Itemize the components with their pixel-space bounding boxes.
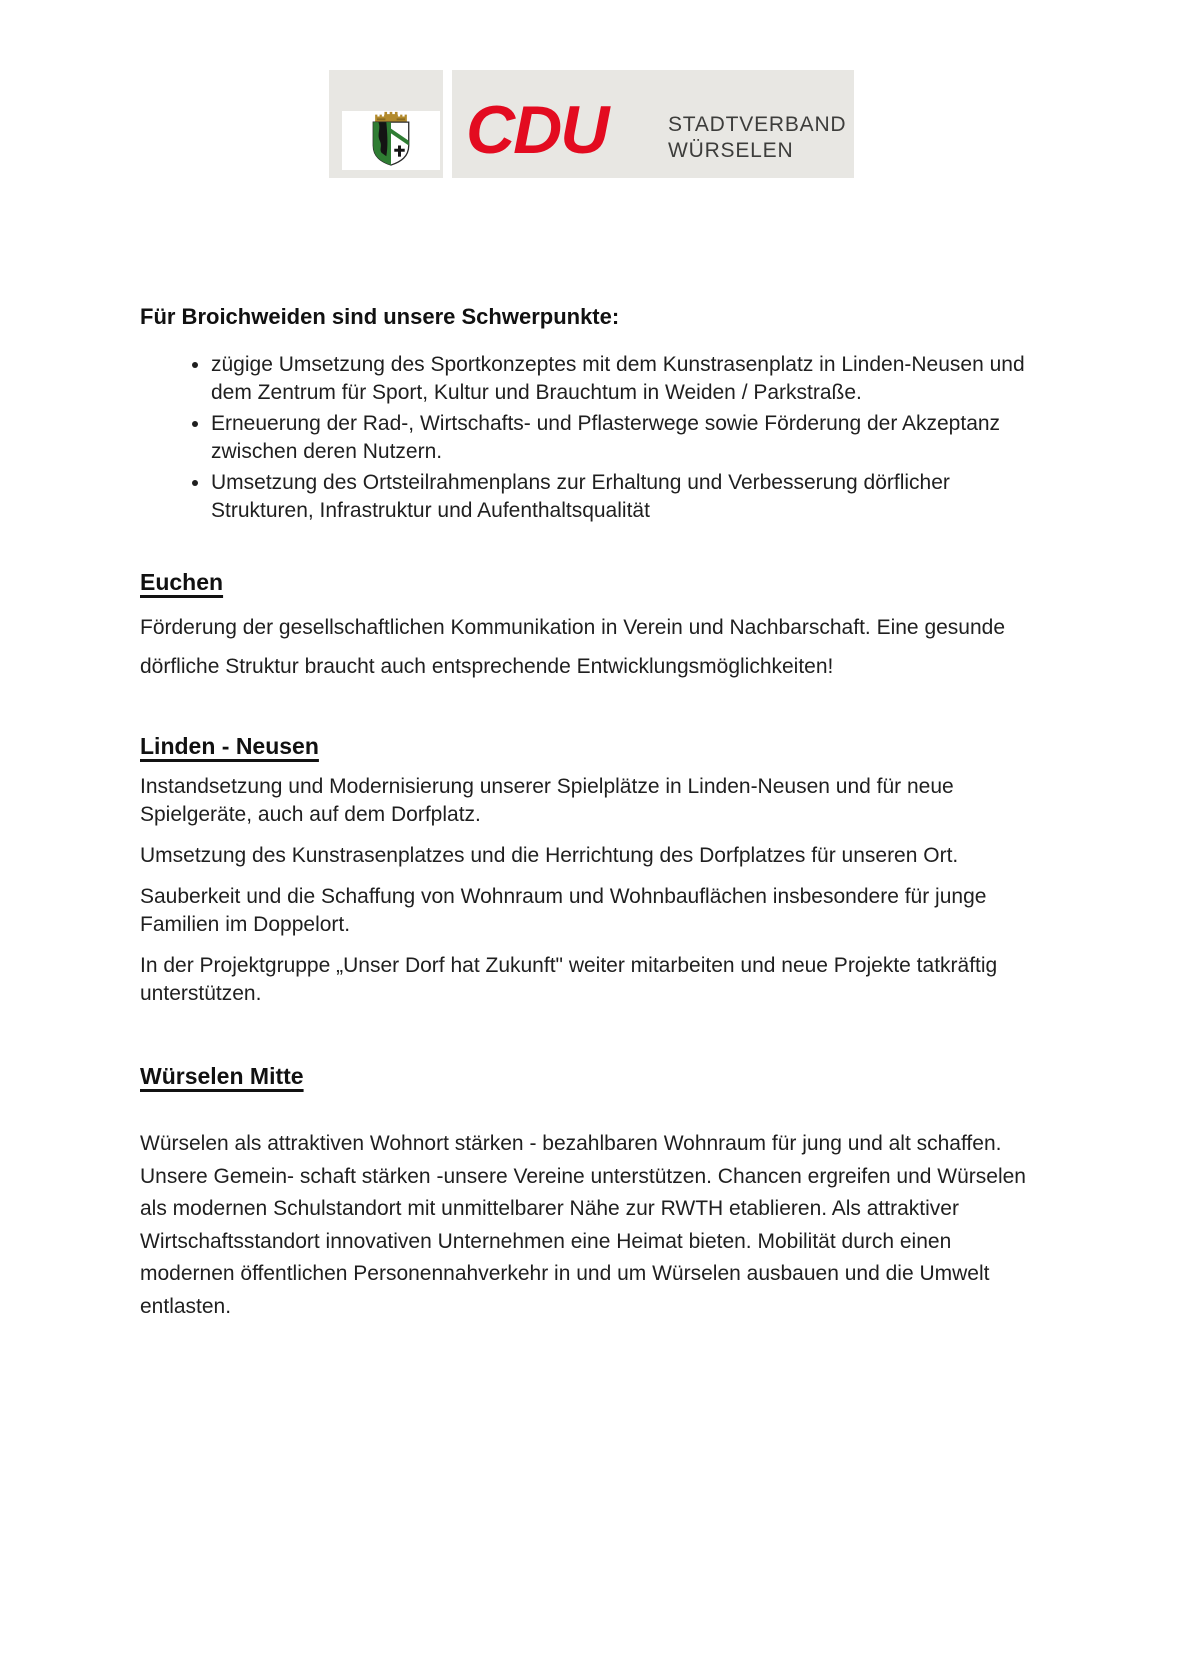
logo-crest-block bbox=[329, 70, 443, 178]
paragraph-linden-neusen: Instandsetzung und Modernisierung unserer Spielplätze in Linden-Neusen und für neue Spielgeräte, auch auf dem Dorfplatz. bbox=[140, 775, 954, 826]
cdu-stadtverband-logo bbox=[329, 70, 854, 178]
paragraph-linden-neusen: Umsetzung des Kunstrasenplatzes und die Herrichtung des Dorfplatzes für unseren Ort. bbox=[140, 844, 959, 867]
document-content bbox=[140, 303, 1028, 1323]
broichweiden-bullet-list bbox=[140, 351, 1028, 524]
bullet-item: • zügige Umsetzung des Sportkonzeptes mit dem Kunstrasenplatz in Linden-Neusen und dem Zentrum für Sport, Kultur und Brauchtum in Weiden / Parkstraße. bbox=[211, 351, 1028, 406]
paragraph-euchen: Förderung der gesellschaftlichen Kommunikation in Verein und Nachbarschaft. Eine gesunde dörfliche Struktur braucht auch entsprechende Entwicklungsmöglichkeiten! bbox=[140, 616, 1006, 678]
wuerselen-coat-of-arms-icon bbox=[370, 110, 412, 171]
paragraph-wuerselen-mitte: Würselen als attraktiven Wohnort stärken - bezahlbaren Wohnraum für jung und alt schaffen. Unsere Gemein- schaft stärken -unsere Vereine unterstützen. Chancen ergreifen und Würselen als modernen Schulstandort mit unmittelbarer Nähe zur RWTH etablieren. Als attraktiver Wirtschaftsstandort innovativen Unternehmen eine Heimat bieten. Mobilität durch einen modernen öffentlichen Personennahverkehr in und um Würselen ausbauen und die Umwelt entlasten. bbox=[140, 1132, 1026, 1318]
bullet-item: • Umsetzung des Ortsteilrahmenplans zur Erhaltung und Verbesserung dörflicher Strukturen, Infrastruktur und Aufenthaltsqualität bbox=[211, 469, 1028, 524]
heading-euchen: Euchen bbox=[140, 569, 224, 595]
org-name-line1: STADTVERBAND bbox=[668, 113, 847, 136]
paragraph-linden-neusen: In der Projektgruppe „Unser Dorf hat Zukunft" weiter mitarbeiten und neue Projekte tatkräftig unterstützen. bbox=[140, 954, 998, 1005]
heading-linden-neusen: Linden - Neusen bbox=[140, 733, 319, 759]
org-name-line2: WÜRSELEN bbox=[668, 139, 794, 162]
logo-wordmark-block bbox=[452, 70, 854, 178]
cdu-wordmark: CDU bbox=[466, 92, 608, 168]
heading-wuerselen-mitte: Würselen Mitte bbox=[140, 1063, 304, 1089]
crest-box bbox=[342, 111, 440, 170]
org-name bbox=[668, 112, 846, 164]
bullet-item: • Erneuerung der Rad-, Wirtschafts- und Pflasterwege sowie Förderung der Akzeptanz zwischen deren Nutzern. bbox=[211, 410, 1028, 465]
heading-broichweiden: Für Broichweiden sind unsere Schwerpunkte: bbox=[140, 304, 620, 329]
paragraph-linden-neusen: Sauberkeit und die Schaffung von Wohnraum und Wohnbauflächen insbesondere für junge Familien im Doppelort. bbox=[140, 885, 987, 936]
